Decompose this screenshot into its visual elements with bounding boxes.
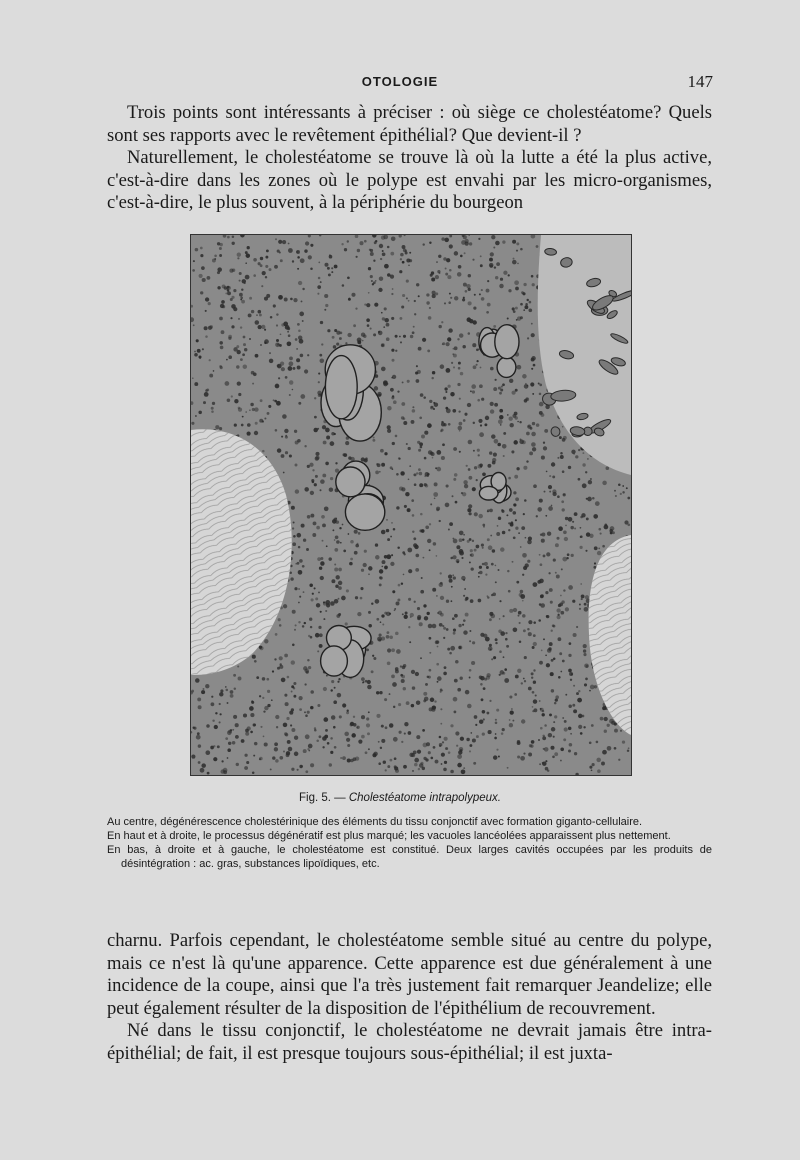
paragraph: Trois points sont intéressants à préciser : où siège ce cholestéatome? Quels sont ses rapports avec le revêtement épithélial? Que devient-il ? [107,102,712,146]
running-title: OTOLOGIE [361,74,439,89]
figure-note: Au centre, dégénérescence cholestérinique des éléments du tissu conjonctif avec formation giganto-cellulaire. [107,816,643,828]
running-head [0,72,800,92]
figure-label: Fig. 5. — [298,792,346,804]
page-number: 147 [687,72,713,91]
figure-note: En haut et à droite, le processus dégénératif est plus marqué; les vacuoles lancéolées apparaissent plus nettement. [107,830,671,843]
continued-text [107,930,712,1065]
figure-caption-title [0,792,800,804]
figure-title: Cholestéatome intrapolypeux. [348,792,501,804]
paragraph: Né dans le tissu conjonctif, le cholestéatome ne devrait jamais être intra-épithélial; de fait, il est presque toujours sous-épithélial; il est juxta- [107,1020,712,1064]
intro-text [107,102,712,215]
paragraph: Naturellement, le cholestéatome se trouve là où la lutte a été la plus active, c'est-à-dire dans les zones où le polype est envahi par les micro-organismes, c'est-à-dire, le plus souvent, à la périphérie du bourgeon [107,147,712,213]
figure-note: En bas, à droite et à gauche, le cholestéatome est constitué. Deux larges cavités occupées par les produits de désintégration : ac. gras, substances lipoïdiques, etc. [107,844,712,870]
paragraph: charnu. Parfois cependant, le cholestéatome semble situé au centre du polype, mais ce n'est là qu'une apparence. Cette apparence est due généralement à une incidence de la coupe, ainsi que l'a très justement fait remarquer Jeandelize; elle peut également résulter de la disposition de l'épithélium de recouvrement. [107,930,712,1019]
histology-figure [190,234,632,776]
figure-notes [107,816,712,872]
micrograph-illustration [191,235,631,775]
